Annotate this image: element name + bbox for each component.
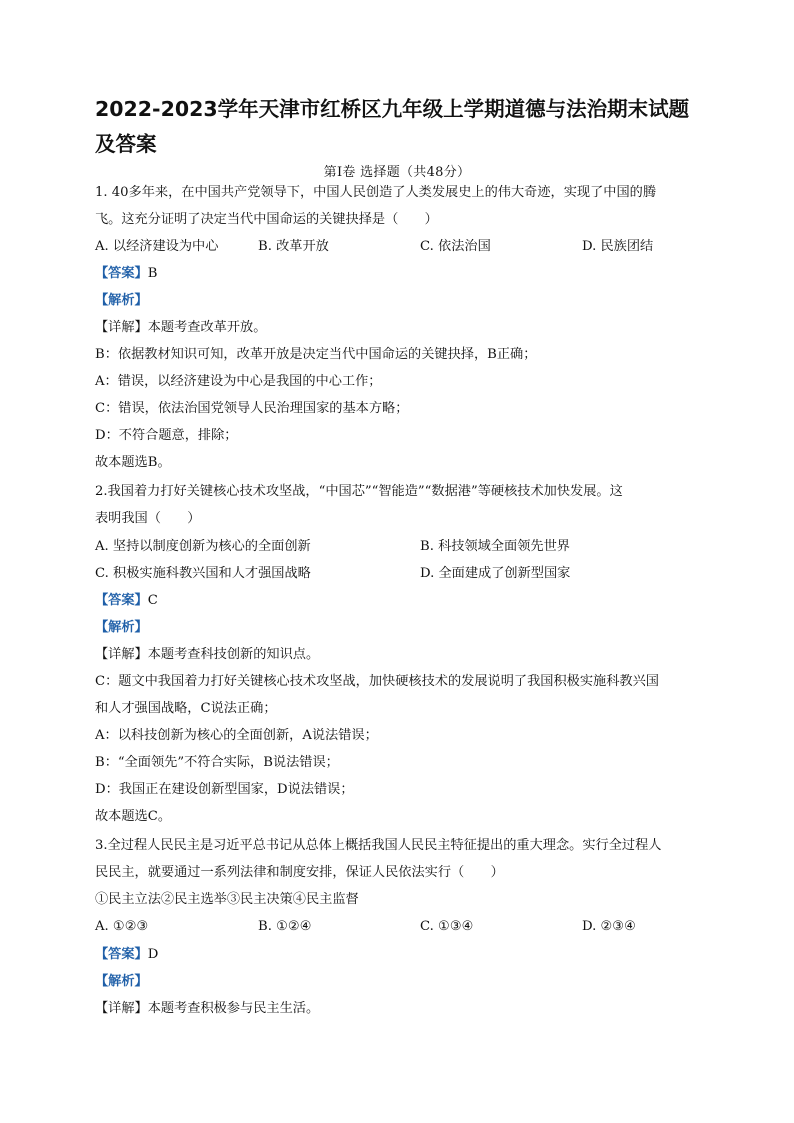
q1-stem-line2: 飞。这充分证明了决定当代中国命运的关键抉择是（ ） xyxy=(95,212,438,227)
q2-conclusion: 故本题选C。 xyxy=(95,809,172,824)
q2-explanation-line: D：我国正在建设创新型国家，D说法错误； xyxy=(95,782,354,797)
detail-text: 本题考查改革开放。 xyxy=(147,320,267,335)
analysis-tag: 【解析】 xyxy=(95,620,148,635)
q2-detail xyxy=(95,645,319,665)
q3-items: ①民主立法②民主选举③民主决策④民主监督 xyxy=(95,892,359,907)
answer-tag: 【答案】 xyxy=(95,593,148,608)
q1-option-d: D. 民族团结 xyxy=(582,239,654,254)
q1-stem-line1: 1. 40多年来，在中国共产党领导下，中国人民创造了人类发展史上的伟大奇迹，实现了中国的腾 xyxy=(95,185,657,200)
q1-answer xyxy=(95,264,157,284)
q2-option-a: A. 坚持以制度创新为核心的全面创新 xyxy=(95,539,311,554)
q2-option-d: D. 全面建成了创新型国家 xyxy=(420,566,571,581)
q1-option-a: A. 以经济建设为中心 xyxy=(95,239,219,254)
detail-text: 本题考查积极参与民主生活。 xyxy=(147,1001,320,1016)
answer-value: D xyxy=(147,947,159,962)
q1-option-b: B. 改革开放 xyxy=(258,239,329,254)
q1-explanation-line: D：不符合题意，排除； xyxy=(95,428,238,443)
q2-stem-line1: 2.我国着力打好关键核心技术攻坚战，“中国芯”“智能造”“数据港”等硬核技术加快发展。这 xyxy=(95,484,623,499)
section-heading: 第Ⅰ卷 选择题（共48分） xyxy=(323,165,471,180)
detail-tag: 【详解】 xyxy=(95,647,148,662)
q3-analysis xyxy=(95,972,148,992)
q2-explanation-line: A：以科技创新为核心的全面创新，A说法错误； xyxy=(95,728,378,743)
q1-analysis xyxy=(95,291,148,311)
detail-tag: 【详解】 xyxy=(95,320,148,335)
answer-value: B xyxy=(147,266,158,281)
document-title: 2022-2023学年天津市红桥区九年级上学期道德与法治期末试题 xyxy=(95,97,690,121)
q2-explanation-line: B：“全面领先”不符合实际，B说法错误； xyxy=(95,755,339,770)
q1-explanation-line: A：错误，以经济建设为中心是我国的中心工作； xyxy=(95,374,382,389)
q2-stem-line2: 表明我国（ ） xyxy=(95,511,201,526)
detail-tag: 【详解】 xyxy=(95,1001,148,1016)
q3-option-a: A. ①②③ xyxy=(95,919,149,934)
q1-explanation-line: B：依据教材知识可知，改革开放是决定当代中国命运的关键抉择，B正确； xyxy=(95,347,537,362)
answer-tag: 【答案】 xyxy=(95,947,148,962)
q3-option-d: D. ②③④ xyxy=(582,919,636,934)
q2-option-c: C. 积极实施科教兴国和人才强国战略 xyxy=(95,566,311,581)
q1-option-c: C. 依法治国 xyxy=(420,239,491,254)
q1-detail xyxy=(95,318,266,338)
q2-explanation-line: C：题文中我国着力打好关键核心技术攻坚战，加快硬核技术的发展说明了我国积极实施科教兴国 xyxy=(95,674,659,689)
q2-answer xyxy=(95,591,158,611)
document-title-continued: 及答案 xyxy=(95,132,157,156)
q2-option-b: B. 科技领域全面领先世界 xyxy=(420,539,570,554)
detail-text: 本题考查科技创新的知识点。 xyxy=(147,647,320,662)
q1-explanation-line: C：错误，依法治国党领导人民治理国家的基本方略； xyxy=(95,401,409,416)
q2-analysis xyxy=(95,618,148,638)
q3-option-c: C. ①③④ xyxy=(420,919,474,934)
answer-value: C xyxy=(147,593,158,608)
q3-option-b: B. ①②④ xyxy=(258,919,312,934)
q1-conclusion: 故本题选B。 xyxy=(95,455,171,470)
q3-stem-line1: 3.全过程人民民主是习近平总书记从总体上概括我国人民民主特征提出的重大理念。实行全过程人 xyxy=(95,838,662,853)
q3-detail xyxy=(95,999,319,1019)
answer-tag: 【答案】 xyxy=(95,266,148,281)
analysis-tag: 【解析】 xyxy=(95,293,148,308)
q3-stem-line2: 民民主，就要通过一系列法律和制度安排，保证人民依法实行（ ） xyxy=(95,865,504,880)
q2-explanation-line: 和人才强国战略，C说法正确； xyxy=(95,701,277,716)
analysis-tag: 【解析】 xyxy=(95,974,148,989)
q3-answer xyxy=(95,945,158,965)
